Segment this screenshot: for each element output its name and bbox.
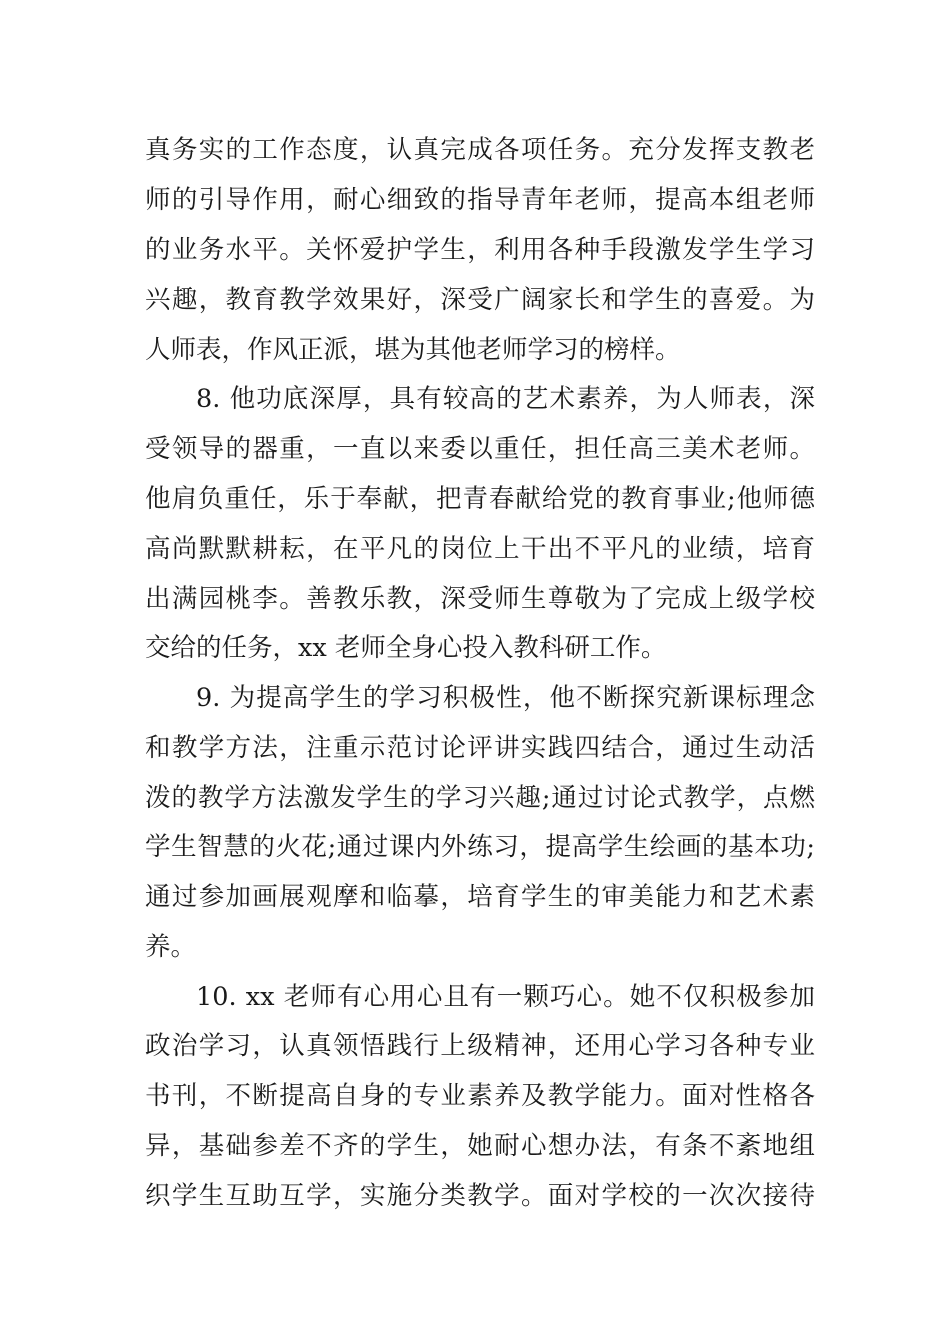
text-line: 人师表，作风正派，堪为其他老师学习的榜样。	[145, 335, 681, 365]
text-line: 真务实的工作态度，认真完成各项任务。充分发挥支教老	[145, 135, 815, 165]
paragraph-10-start: 10. xx 老师有心用心且有一颗巧心。她不仅积极参加	[196, 982, 815, 1012]
text-line: 受领导的器重，一直以来委以重任，担任高三美术老师。	[145, 434, 815, 464]
text-line: 师的引导作用，耐心细致的指导青年老师，提高本组老师	[145, 185, 815, 215]
text-line: 和教学方法，注重示范讨论评讲实践四结合，通过生动活	[145, 733, 815, 763]
text-line: 他肩负重任，乐于奉献，把青春献给党的教育事业;他师德	[145, 484, 815, 514]
text-line: 兴趣，教育教学效果好，深受广阔家长和学生的喜爱。为	[145, 285, 815, 315]
text-line: 学生智慧的火花;通过课内外练习，提高学生绘画的基本功;	[145, 832, 815, 862]
text-line: 交给的任务，xx 老师全身心投入教科研工作。	[145, 633, 667, 663]
text-line: 泼的教学方法激发学生的学习兴趣;通过讨论式教学，点燃	[145, 783, 815, 813]
text-line: 织学生互助互学，实施分类教学。面对学校的一次次接待	[145, 1181, 815, 1211]
text-line: 出满园桃李。善教乐教，深受师生尊敬为了完成上级学校	[145, 584, 815, 614]
text-line: 书刊，不断提高自身的专业素养及教学能力。面对性格各	[145, 1081, 815, 1111]
text-line: 养。	[145, 932, 197, 962]
text-line: 的业务水平。关怀爱护学生，利用各种手段激发学生学习	[145, 235, 815, 265]
paragraph-9-start: 9. 为提高学生的学习积极性，他不断探究新课标理念	[196, 683, 815, 713]
paragraph-8-start: 8. 他功底深厚，具有较高的艺术素养，为人师表，深	[196, 384, 815, 414]
text-line: 通过参加画展观摩和临摹，培育学生的审美能力和艺术素	[145, 882, 815, 912]
text-line: 政治学习，认真领悟践行上级精神，还用心学习各种专业	[145, 1031, 815, 1061]
text-line: 异，基础参差不齐的学生，她耐心想办法，有条不紊地组	[145, 1131, 815, 1161]
text-line: 高尚默默耕耘，在平凡的岗位上干出不平凡的业绩，培育	[145, 534, 815, 564]
